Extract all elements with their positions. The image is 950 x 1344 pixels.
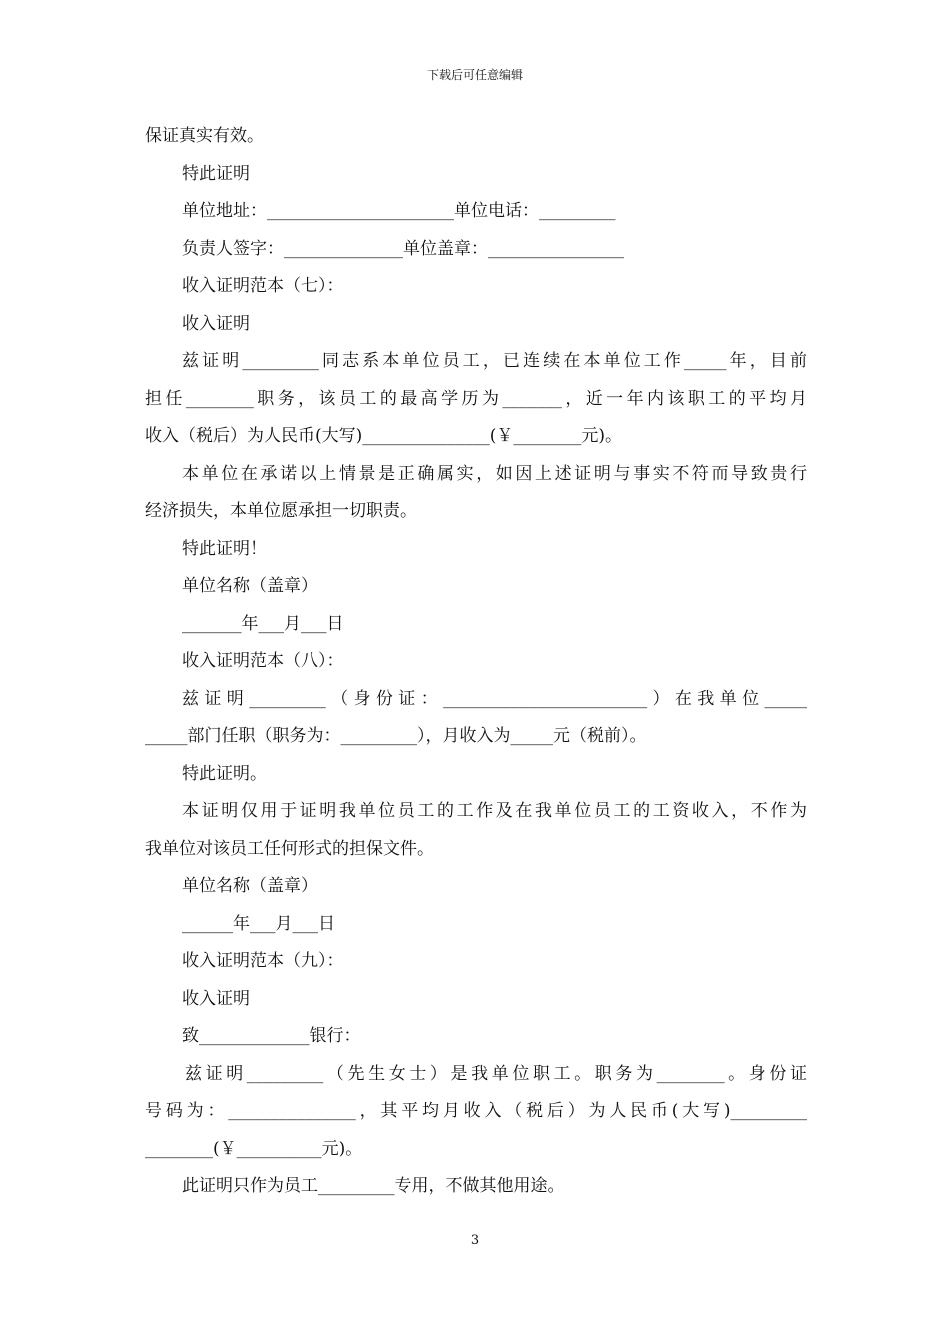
paragraph-line: 本单位在承诺以上情景是正确属实，如因上述证明与事实不符而导致贵行 — [182, 463, 807, 484]
date-line: ______年___月___日 — [182, 913, 335, 934]
paragraph-line: 兹证明_________同志系本单位员工，已连续在本单位工作_____年，目前 — [182, 351, 807, 371]
paragraph-line: _____部门任职（职务为：_________），月收入为_____元（税前）。 — [145, 726, 647, 746]
paragraph-line: ________(￥__________元)。 — [145, 1138, 363, 1159]
paragraph-line: 我单位对该员工任何形式的担保文件。 — [145, 838, 434, 859]
paragraph-line: 特此证明！ — [182, 538, 267, 559]
recipient-line: 致_____________银行： — [182, 1026, 361, 1046]
section-heading: 收入证明范本（七）： — [182, 276, 344, 296]
unit-address-line: 单位地址：______________________单位电话：_________ — [182, 201, 616, 221]
document-title: 收入证明 — [182, 313, 250, 334]
paragraph-line: 兹证明_________（身份证：________________________）在我单位_____ — [182, 688, 807, 709]
paragraph-line: 担任________职务，该员工的最高学历为_______，近一年内该职工的平均月 — [145, 388, 807, 409]
document-body — [145, 118, 807, 1206]
paragraph-line: 号码为：_______________，其平均月收入（税后）为人民币(大写)_________ — [145, 1101, 807, 1121]
page-header: 下载后可任意编辑 — [426, 68, 523, 82]
unit-name-line: 单位名称（盖章） — [182, 876, 318, 896]
paragraph-line: 收入（税后）为人民币(大写)_______________(￥________元)。 — [145, 426, 623, 446]
paragraph-line: 特此证明 — [182, 163, 250, 184]
paragraph-line: 特此证明。 — [182, 763, 267, 784]
paragraph-line: 兹证明_________（先生女士）是我单位职工。职务为________。身份证 — [185, 1063, 807, 1084]
unit-name-line: 单位名称（盖章） — [182, 576, 318, 596]
page-number: 3 — [470, 1233, 480, 1248]
paragraph-line: 经济损失，本单位愿承担一切职责。 — [145, 501, 417, 521]
paragraph-line: 保证真实有效。 — [145, 126, 264, 146]
section-heading: 收入证明范本（九）： — [182, 951, 344, 971]
paragraph-line: 本证明仅用于证明我单位员工的工作及在我单位员工的工资收入，不作为 — [182, 801, 807, 821]
signature-line: 负责人签字：______________单位盖章：________________ — [182, 238, 624, 259]
document-title: 收入证明 — [182, 988, 250, 1009]
paragraph-line: 此证明只作为员工_________专用，不做其他用途。 — [182, 1176, 565, 1196]
section-heading: 收入证明范本（八）： — [182, 651, 344, 671]
date-line: _______年___月___日 — [182, 613, 344, 634]
